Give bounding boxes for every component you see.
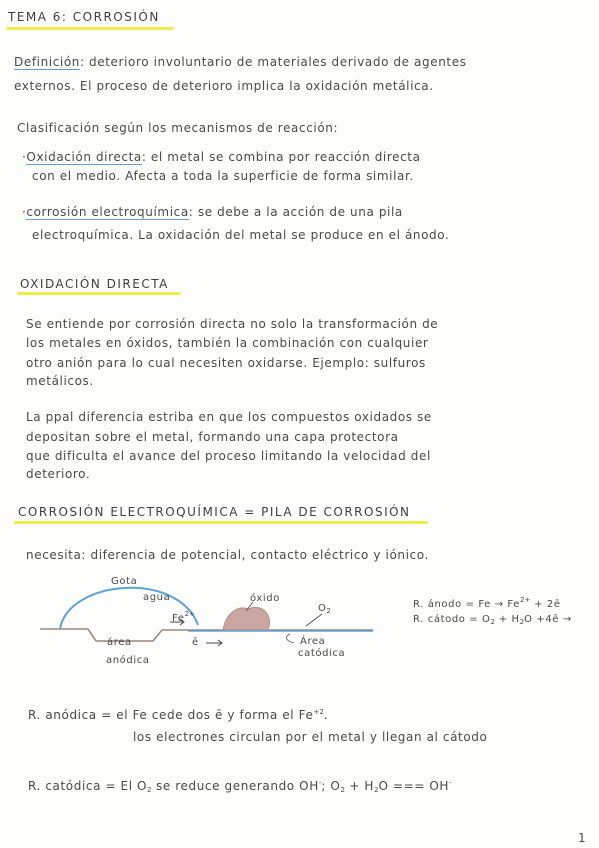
classification-item-electro: ·corrosión electroquímica: se debe a la acción de una pila [22,205,403,219]
o2-label: $O_2$ [318,603,331,615]
reaction-anode: R. ánodo = $Fe \to Fe^{2+}$ + 2ē [413,596,561,610]
water-label: agua [143,592,171,603]
direct-paragraph-1-line-2: los metales en óxidos, también la combinación con cualquier [26,336,429,350]
direct-paragraph-2-line-3: que dificulta el avance del proceso limitando la velocidad del [26,449,431,463]
electron-label: ē [192,637,199,648]
section-heading-electro: CORROSIÓN ELECTROQUÍMICA = PILA DE CORROSIÓN [18,505,411,519]
direct-paragraph-1-line-1: Se entiende por corrosión directa no solo la transformación de [26,317,439,331]
oxide-label: óxido [250,593,280,604]
title-highlight [6,27,174,30]
definition-line-2: externos. El proceso de deterioro implica la oxidación metálica. [14,79,434,93]
cathode-area-label-1: Área [300,636,326,647]
direct-paragraph-1-line-4: metálicos. [26,374,94,388]
anode-area-label-2: anódica [106,655,150,666]
section-heading-direct: OXIDACIÓN DIRECTA [20,277,169,291]
page-title: TEMA 6: CORROSIÓN [8,10,160,24]
fe-ion-label: $Fe^{2+}$ [172,610,195,624]
cathode-pointer [287,634,294,643]
definition-term: Definición [14,55,80,69]
cathodic-reaction: R. catódica = El $O_2$ se reduce generando OH-; $O_2 + H_2O$ === OH- [28,779,452,794]
direct-paragraph-2-line-2: depositan sobre el metal, formando una capa protectora [26,430,399,444]
classification-item-direct: ·Oxidación directa: el metal se combina por reacción directa [22,150,421,164]
drop-label: Gota [111,576,138,587]
anodic-reaction: R. anódica = el Fe cede dos ē y forma el $Fe^{+2}$. [28,708,329,722]
classification-item-electro-line-2: electroquímica. La oxidación del metal se produce en el ánodo. [32,228,450,242]
definition-line-1: Definición: deterioro involuntario de materiales derivado de agentes [14,55,467,69]
classification-term-electro: corrosión electroquímica [26,205,189,219]
page-number: 1 [578,831,587,845]
section-heading-direct-highlight [17,292,181,295]
cathode-area-label-2: catódica [298,648,346,659]
section-heading-electro-highlight [14,521,428,524]
direct-paragraph-1-line-3: otro anión para lo cual necesiten oxidarse. Ejemplo: sulfuros [26,356,426,370]
classification-term-direct: Oxidación directa [26,150,142,164]
anode-area-label-1: área [107,637,132,648]
anodic-reaction-line-2: los electrones circulan por el metal y llegan al cátodo [133,730,488,744]
classification-intro: Clasificación según los mecanismos de reacción: [17,121,339,135]
electro-needs: necesita: diferencia de potencial, contacto eléctrico y iónico. [26,548,429,562]
reaction-cathode: R. cátodo = $O_2 + H_2O$ +4ē → [413,614,572,626]
classification-item-direct-line-2: con el medio. Afecta a toda la superficie de forma similar. [32,169,414,183]
direct-paragraph-2-line-1: La ppal diferencia estriba en que los compuestos oxidados se [26,410,432,424]
o2-pointer [306,614,322,626]
electron-arrow [206,640,222,646]
direct-paragraph-2-line-4: deterioro. [26,467,91,481]
